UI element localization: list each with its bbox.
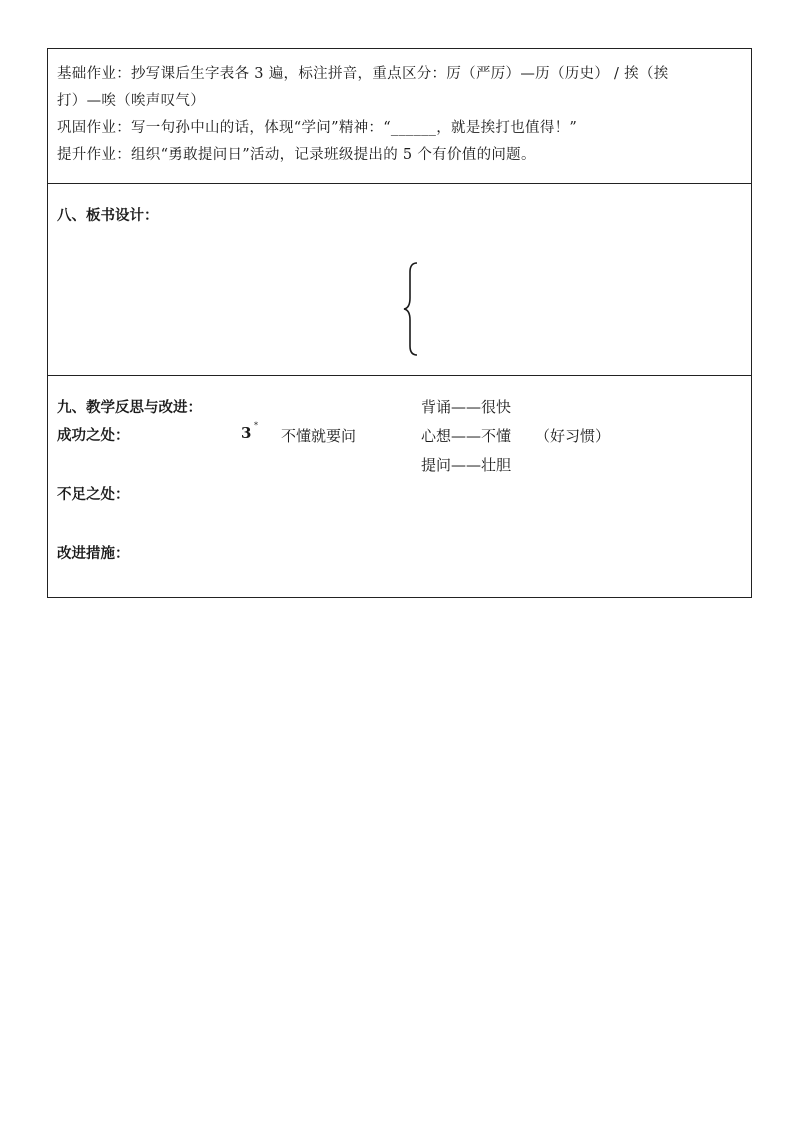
homework-basic-line2: 打）—唉（唉声叹气） (57, 93, 205, 109)
homework-consolidate: 巩固作业：写一句孙中山的话，体现“学问”精神：“______，就是挨打也值得！” (57, 120, 578, 136)
homework-basic-line1: 基础作业：抄写课后生字表各 3 遍，标注拼音，重点区分：厉（严厉）—历（历史） / 挨（挨 (57, 66, 669, 82)
homework-advanced: 提升作业：组织“勇敢提问日”活动，记录班级提出的 5 个有价值的问题。 (57, 147, 536, 163)
reflection-section (47, 375, 752, 598)
board-design-heading: 八、板书设计： (57, 207, 159, 224)
lesson-mark: * (254, 421, 258, 430)
brace-icon (402, 260, 420, 358)
lesson-title: 不懂就要问 (281, 427, 357, 445)
homework-section (47, 48, 752, 183)
reflection-shortcoming: 不足之处： (57, 486, 130, 503)
good-habit-note: （好习惯） (535, 427, 611, 445)
branch-recite: 背诵——很快 (421, 398, 512, 416)
lesson-number: 3 (241, 424, 252, 442)
lesson-plan-table (47, 48, 752, 598)
reflection-heading: 九、教学反思与改进： (57, 399, 202, 416)
branch-ask: 提问——壮胆 (421, 456, 512, 474)
branch-think: 心想——不懂 (421, 427, 512, 445)
reflection-improvement: 改进措施： (57, 545, 130, 562)
reflection-success: 成功之处： (57, 427, 130, 444)
